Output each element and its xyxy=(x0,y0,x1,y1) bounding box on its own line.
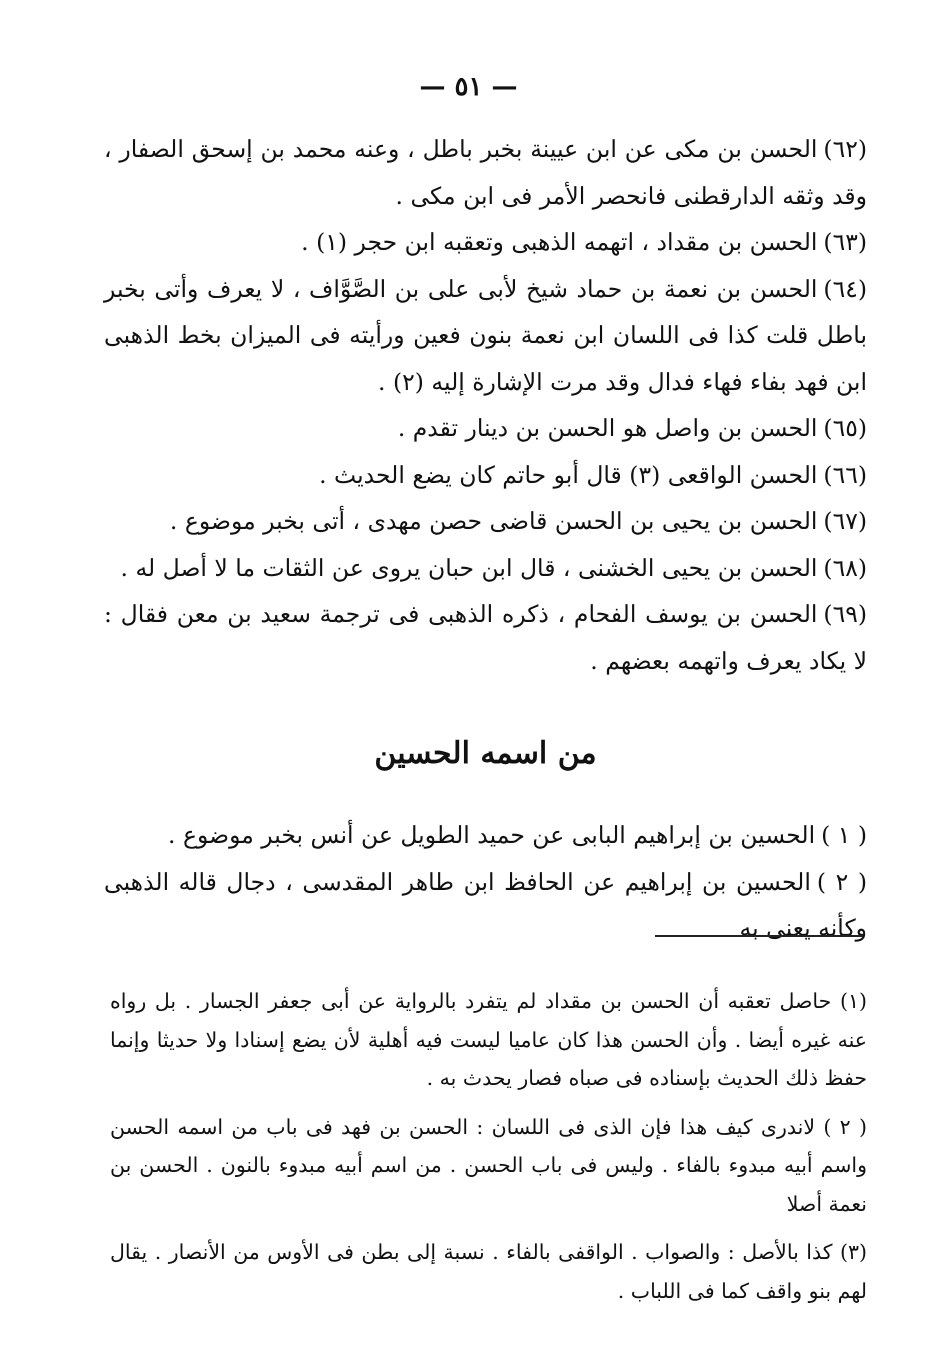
entry-number: (٦٨) xyxy=(823,553,867,582)
footnote-number: (٣) xyxy=(839,1240,867,1264)
entry-69 xyxy=(104,591,867,684)
entry-number: (٦٦) xyxy=(823,460,867,489)
entry-number: (٦٧) xyxy=(823,507,867,535)
entry-63 xyxy=(104,219,867,266)
entry-text: الحسين بن إبراهيم البابى عن حميد الطويل عن أنس بخبر موضوع . xyxy=(168,821,816,849)
entry-62 xyxy=(104,126,867,219)
entry-66 xyxy=(104,452,867,499)
entry-text: الحسن بن مقداد ، اتهمه الذهبى وتعقبه ابن حجر (١) . xyxy=(301,228,818,256)
main-text xyxy=(104,126,867,952)
entry-64 xyxy=(104,266,867,406)
entry-number: (٦٥) xyxy=(823,414,867,442)
entry-number: ( ٢ ) xyxy=(816,867,868,896)
footnote-3 xyxy=(110,1233,867,1310)
footnote-number: (١) xyxy=(839,989,867,1013)
entry-text: الحسن بن يحيى بن الحسن قاضى حصن مهدى ، أتى بخبر موضوع . xyxy=(169,507,818,535)
footnote-2 xyxy=(110,1108,867,1224)
footnote-text: كذا بالأصل : والصواب . الواقفى بالفاء . نسبة إلى بطن فى الأوس من الأنصار . يقال لهم بنو واقف كما فى اللباب . xyxy=(110,1240,867,1303)
entry-text: الحسن بن نعمة بن حماد شيخ لأبى على بن الصَّوَّاف ، لا يعرف وأتى بخبر باطل قلت كذا فى اللسان ابن نعمة بنون فعين ورأيته فى الميزان بخط الذهبى ابن فهد بفاء فهاء فدال وقد مرت الإشارة إليه (٢) . xyxy=(104,274,867,396)
section-heading: من اسمه الحسين xyxy=(374,736,597,771)
entry-text: الحسن بن يحيى الخشنى ، قال ابن حبان يروى عن الثقات ما لا أصل له . xyxy=(120,553,818,582)
entry-65 xyxy=(104,405,867,452)
page-number: — ٥١ — xyxy=(419,72,518,102)
entry-text: الحسين بن إبراهيم عن الحافظ ابن طاهر المقدسى ، دجال قاله الذهبى وكأنه يعنى به xyxy=(104,867,867,942)
footnote-1 xyxy=(110,982,867,1098)
footnote-divider xyxy=(655,935,863,937)
section-entry-2 xyxy=(104,859,867,952)
footnote-number: ( ٢ ) xyxy=(823,1114,867,1139)
footnote-text: لاندرى كيف هذا فإن الذى فى اللسان : الحسن بن فهد فى باب من اسمه الحسن واسم أبيه مبدوء بالفاء . وليس فى باب الحسن . من اسم أبيه مبدوء بالنون . الحسن بن نعمة أصلا xyxy=(110,1114,867,1216)
entry-text: الحسن الواقعى (٣) قال أبو حاتم كان يضع الحديث . xyxy=(319,460,818,489)
entry-text: الحسن بن يوسف الفحام ، ذكره الذهبى فى ترجمة سعيد بن معن فقال : لا يكاد يعرف واتهمه بعضهم . xyxy=(104,600,867,675)
entry-number: ( ١ ) xyxy=(821,821,867,849)
entry-number: (٦٩) xyxy=(823,600,867,628)
entry-number: (٦٤) xyxy=(823,274,867,303)
entry-68 xyxy=(104,545,867,592)
entry-text: الحسن بن مكى عن ابن عيينة بخبر باطل ، وعنه محمد بن إسحق الصفار ، وقد وثقه الدارقطنى فانحصر الأمر فى ابن مكى . xyxy=(104,135,867,210)
footnote-text: حاصل تعقبه أن الحسن بن مقداد لم يتفرد بالرواية عن أبى جعفر الجسار . بل رواه عنه غيره أيضا . وأن الحسن هذا كان عاميا ليست فيه أهلية لأن يضع إسنادا ولا حديثا وإنما حفظ ذلك الحديث بإسناده فى صباه فصار يحدث به . xyxy=(110,989,867,1090)
footnotes xyxy=(110,982,867,1320)
section-entry-1 xyxy=(104,812,867,859)
entry-text: الحسن بن واصل هو الحسن بن دينار تقدم . xyxy=(397,414,818,442)
entry-number: (٦٢) xyxy=(823,135,867,163)
entry-67 xyxy=(104,498,867,545)
entry-number: (٦٣) xyxy=(823,228,867,256)
